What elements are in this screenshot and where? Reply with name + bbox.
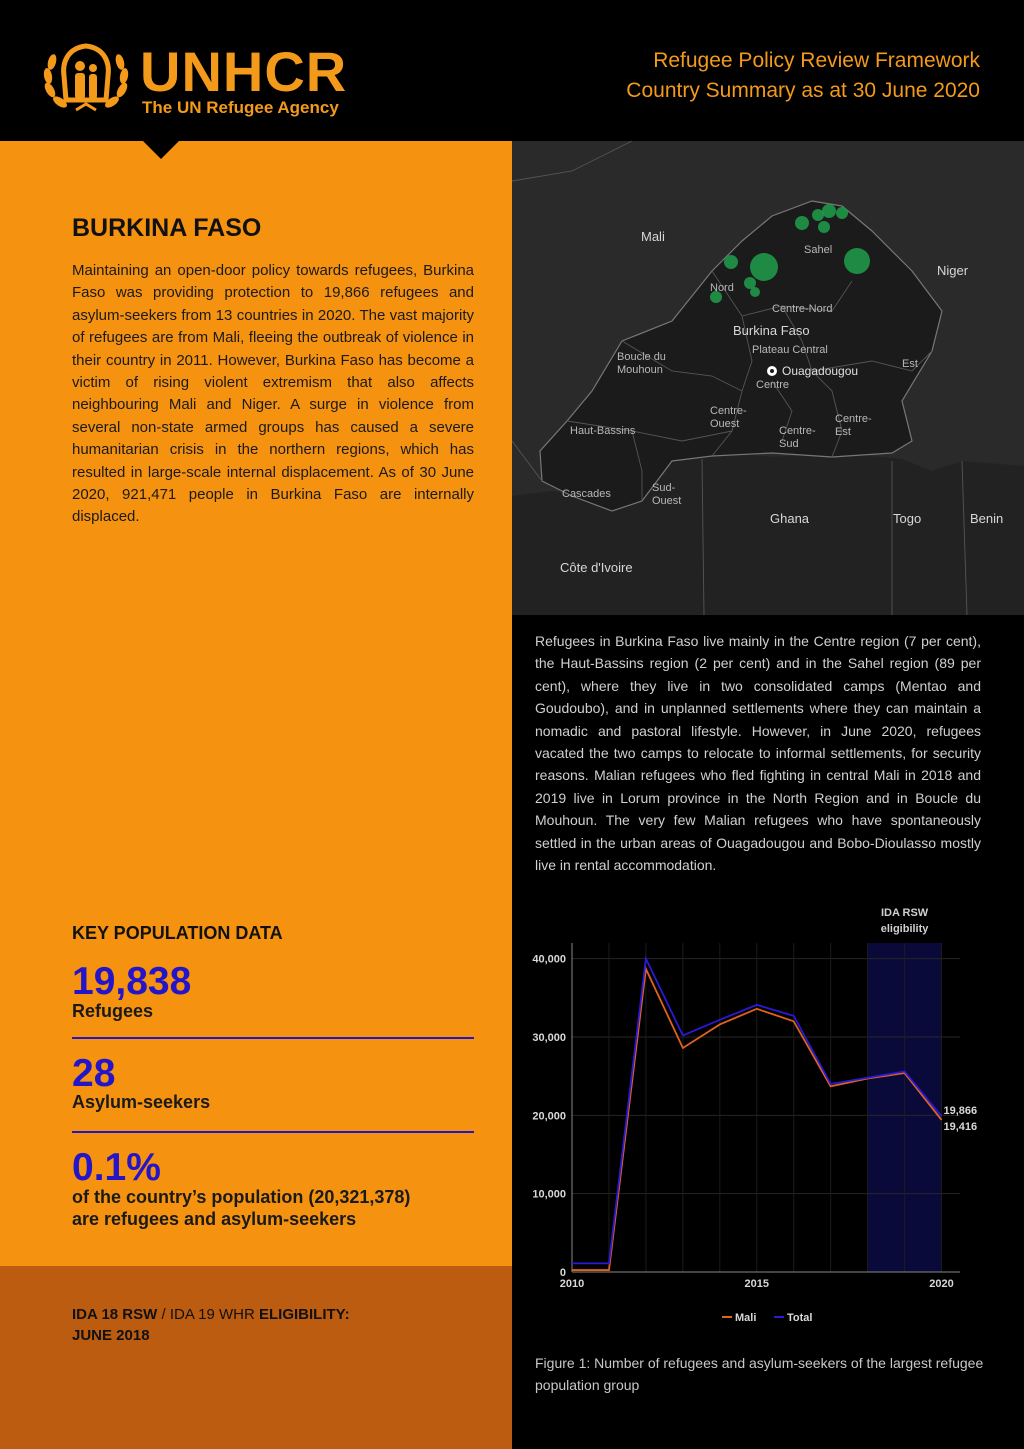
refugee-location-marker [836, 207, 848, 219]
ida-separator: / [157, 1306, 170, 1323]
end-label-mali: 19,416 [943, 1121, 978, 1133]
stat-divider [72, 1131, 474, 1133]
map-label-ghana: Ghana [770, 511, 810, 526]
logo-tagline: The UN Refugee Agency [142, 98, 339, 117]
country-title: BURKINA FASO [72, 214, 262, 242]
map-label-centre-ouest: Centre-Ouest [710, 405, 747, 430]
key-population-title: KEY POPULATION DATA [72, 923, 283, 943]
refugee-location-marker [750, 253, 778, 281]
refugee-location-marker [750, 287, 760, 297]
end-labels [944, 1105, 978, 1133]
left-footer-panel [0, 1266, 512, 1449]
population-share-label-line2: are refugees and asylum-seekers [72, 1209, 357, 1229]
x-tick-label: 2020 [929, 1278, 954, 1290]
map-label-togo: Togo [893, 511, 922, 526]
ida-19-whr: IDA 19 WHR [169, 1306, 255, 1323]
map-label-cascades: Cascades [562, 488, 611, 500]
y-axis-ticks [532, 954, 566, 1279]
ida-eligibility-label: ELIGIBILITY: [254, 1306, 350, 1323]
map-label-burkina-faso: Burkina Faso [733, 323, 810, 338]
map-label-ouagadougou: Ouagadougou [782, 364, 859, 378]
map-label-niger: Niger [937, 263, 969, 278]
population-share: 0.1% [72, 1146, 161, 1189]
map-label-boucle-du-mouhoun: Boucle du Mouhoun [617, 351, 666, 376]
population-share-label-line1: of the country’s population (20,321,378) [72, 1187, 411, 1207]
map-label-est: Est [902, 358, 918, 370]
map-label-haut-bassins: Haut-Bassins [570, 425, 636, 437]
report-title [626, 46, 980, 106]
figure-caption: Figure 1: Number of refugees and asylum-seekers of the largest refugee population group [535, 1355, 984, 1394]
map-shapes [512, 141, 1024, 615]
report-title-line1: Refugee Policy Review Framework [653, 49, 980, 72]
refugee-location-marker [818, 221, 830, 233]
map-label-mali: Mali [641, 229, 665, 244]
refugee-trend-chart [512, 895, 1024, 1335]
refugees-count: 19,838 [72, 960, 192, 1003]
intro-paragraph: Maintaining an open-door policy towards refugees, Burkina Faso was providing protection to 19,866 refugees and asylum-seekers from 13 countries in 2020. The vast majority of refugees are from Mali, fleeing the outbreak of violence in their country in 2011. However, Burkina Faso has become a victim of rising violent extremism that also affects neighbouring Mali and Niger. A surge in violence from several non-state armed groups has caused a severe humanitarian crisis in the northern regions, which has resulted in large-scale internal displacement. As of 30 June 2020, 921,471 people in Burkina Faso are internally displaced. [72, 262, 474, 526]
map-label-cote-divoire: Côte d'Ivoire [560, 560, 633, 575]
refugees-label: Refugees [72, 1001, 154, 1021]
chart-svg [512, 895, 1024, 1335]
header-notch [143, 141, 179, 159]
map-label-benin: Benin [970, 511, 1004, 526]
chart-legend [722, 1312, 812, 1324]
refugee-map [512, 141, 1024, 615]
x-axis-ticks [560, 1278, 954, 1290]
map-label-centre-sud: Centre-Sud [779, 425, 816, 450]
map-label-sahel: Sahel [804, 244, 833, 256]
header [0, 0, 1024, 141]
legend-label: Total [787, 1312, 813, 1324]
end-label-total: 19,866 [943, 1105, 978, 1117]
refugee-location-marker [844, 248, 870, 274]
y-tick-label: 10,000 [532, 1188, 566, 1201]
y-tick-label: 30,000 [532, 1032, 566, 1044]
asylum-seekers-label: Asylum-seekers [72, 1092, 211, 1112]
map-label-plateau-central: Plateau Central [752, 344, 828, 356]
y-tick-label: 20,000 [532, 1110, 566, 1123]
refugee-location-marker [795, 216, 809, 230]
logo-name: UNHCR [140, 40, 348, 103]
ida-18-rsw: IDA 18 RSW [72, 1306, 158, 1323]
stat-divider [72, 1037, 474, 1039]
unhcr-logo [40, 40, 370, 120]
ida-eligibility-date: JUNE 2018 [72, 1327, 150, 1344]
asylum-seekers-count: 28 [72, 1052, 116, 1095]
y-tick-label: 40,000 [532, 953, 566, 966]
y-tick-label: 0 [559, 1267, 566, 1279]
legend-label: Mali [735, 1312, 757, 1324]
distribution-paragraph: Refugees in Burkina Faso live mainly in the Centre region (7 per cent), the Haut-Bassins region (2 per cent) and in the Sahel region (89 per cent), where they live in two consolidated camps (Mentao and Goudoubo), and in unplanned settlements where they can maintain a nomadic and pastoral lifestyle. However, in June 2020, refugees vacated the two camps to relocate to informal settlements, for security reasons. Malian refugees who fled fighting in central Mali in 2018 and 2019 live in Lorum province in the North Region and in Boucle du Mouhoun. The very few Malian refugees who have spontaneously settled in the urban areas of Ouagadougou and Bobo-Dioulasso mostly live in rental accommodation. [535, 633, 981, 874]
map-label-sud-ouest: Sud-Ouest [652, 482, 682, 507]
map-label-centre: Centre [756, 379, 790, 391]
highlight-label-line2: eligibility [880, 923, 929, 935]
x-tick-label: 2015 [744, 1278, 770, 1290]
map-label-centre-est: Centre-Est [835, 413, 872, 438]
x-tick-label: 2010 [559, 1278, 585, 1290]
map-label-centre-nord: Centre-Nord [772, 303, 833, 315]
refugee-location-marker [724, 255, 738, 269]
laurel-family-icon [40, 40, 132, 118]
map-label-nord: Nord [710, 282, 734, 294]
report-title-line2: Country Summary as at 30 June 2020 [626, 79, 980, 102]
refugee-location-marker [822, 204, 836, 218]
highlight-label-line1: IDA RSW [880, 907, 929, 919]
ida-eligibility [72, 1304, 350, 1346]
